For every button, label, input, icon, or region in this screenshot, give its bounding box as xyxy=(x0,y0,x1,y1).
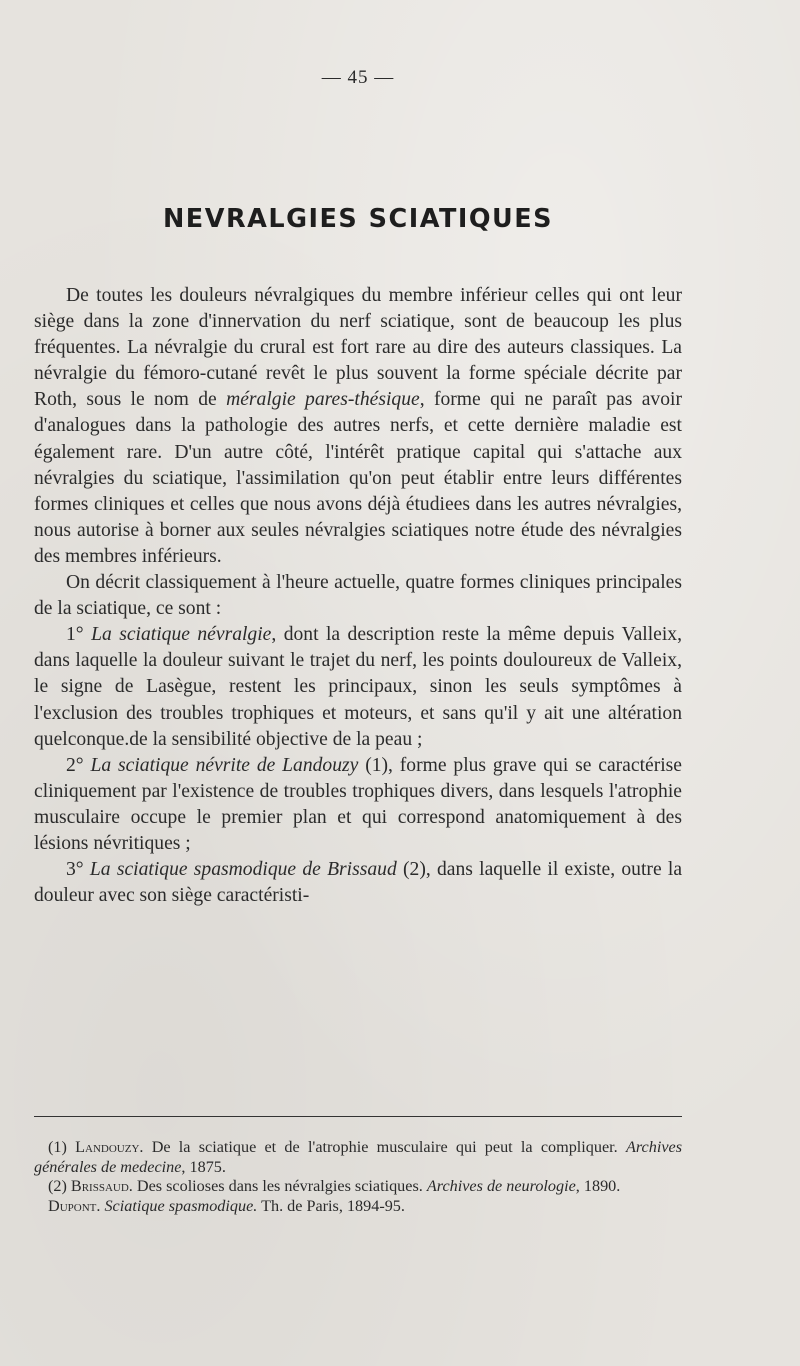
item-2-term: La sciatique névrite de Landouzy xyxy=(90,754,359,776)
footnote-2-tail: , 1890. xyxy=(575,1177,621,1195)
footnote-3-tail: Th. de Paris, 1894-95. xyxy=(257,1196,405,1215)
item-2-number: 2° xyxy=(66,754,84,776)
footnote-3 xyxy=(34,1197,682,1217)
intro-text-2: , forme qui ne paraît pas avoir d'analogues dans la pathologie des autres nerfs, et cette dernière maladie est également rare. D'un autre côté, l'intérêt pratique capital qui s'attache aux névralgies du sciatique, l'assimilation qu'on peut établir entre leurs différentes formes cliniques et celles que nous avons déjà étudiees dans les autres névralgies, nous autorise à borner aux seules névralgies sciatiques notre étude des névralgies des membres inférieurs. xyxy=(34,389,682,567)
footnote-2-text: Des scolioses dans les névralgies sciatiques. xyxy=(132,1177,427,1195)
paragraph-item-3 xyxy=(34,857,682,909)
paragraph-intro xyxy=(34,283,682,570)
item-1-text: , dont la description reste la même depuis Valleix, dans laquelle la douleur suivant le trajet du nerf, les points douloureux de Valleix, le signe de Lasègue, restent les principaux, sinon les seuls symptômes à l'exclusion des troubles trophiques et moteurs, et sans qu'il y ait une altération quelconque.de la sensibilité objective de la peau ; xyxy=(34,624,682,750)
page-number: — 45 — xyxy=(321,67,395,88)
item-3-number: 3° xyxy=(66,859,84,881)
footnote-separator xyxy=(34,1116,682,1117)
footnotes xyxy=(34,1138,682,1216)
chapter-title: NEVRALGIES SCIATIQUES xyxy=(162,204,554,234)
footnote-1 xyxy=(34,1138,682,1177)
paragraph-item-2 xyxy=(34,753,682,857)
main-text xyxy=(34,283,682,909)
item-3-text: , dans laquelle il existe, outre la douleur avec son siège caractéristi- xyxy=(34,859,683,907)
footnote-1-journal: Archives générales de medecine xyxy=(34,1138,683,1176)
footnote-3-author: Dupont. xyxy=(48,1196,101,1215)
paragraph-forms-intro: On décrit classiquement à l'heure actuelle, quatre formes cliniques principales de la sciatique, ce sont : xyxy=(34,572,682,620)
item-2-ref: (1) xyxy=(358,754,389,776)
item-3-ref: (2) xyxy=(396,859,426,881)
item-1-number: 1° xyxy=(66,624,84,646)
paragraph-item-1 xyxy=(34,622,682,752)
intro-text-1: De toutes les douleurs névralgiques du membre inférieur celles qui ont leur siège dans la zone d'innervation du nerf sciatique, sont de beaucoup les plus fréquentes. La névralgie du crural est fort rare au dire des auteurs classiques. La névralgie du fémoro-cutané revêt le plus souvent la forme spéciale décrite par Roth, sous le nom de xyxy=(34,285,682,411)
footnote-2-marker: (2) xyxy=(48,1177,67,1195)
footnote-3-work: Sciatique spasmodique. xyxy=(100,1196,258,1215)
item-3-term: La sciatique spasmodique de Brissaud xyxy=(89,859,397,881)
footnote-1-author: Landouzy. xyxy=(75,1138,144,1156)
footnote-2-author: Brissaud. xyxy=(70,1177,133,1195)
footnote-1-tail: , 1875. xyxy=(181,1157,226,1176)
item-2-text: , forme plus grave qui se caractérise cliniquement par l'existence de troubles trophiques divers, dans lesquels l'atrophie musculaire occupe le premier plan et qui correspond anatomiquement à des lésions névritiques ; xyxy=(34,754,683,854)
intro-italic-term: méralgie pares-thésique xyxy=(226,389,420,411)
footnote-2-journal: Archives de neurologie xyxy=(426,1177,576,1195)
footnote-1-marker: (1) xyxy=(48,1138,67,1156)
footnote-1-text: De la sciatique et de l'atrophie musculaire qui peut la compliquer. xyxy=(143,1138,626,1156)
item-1-term: La sciatique névralgie xyxy=(91,624,272,646)
book-page xyxy=(34,0,682,1366)
footnote-2 xyxy=(34,1177,682,1197)
